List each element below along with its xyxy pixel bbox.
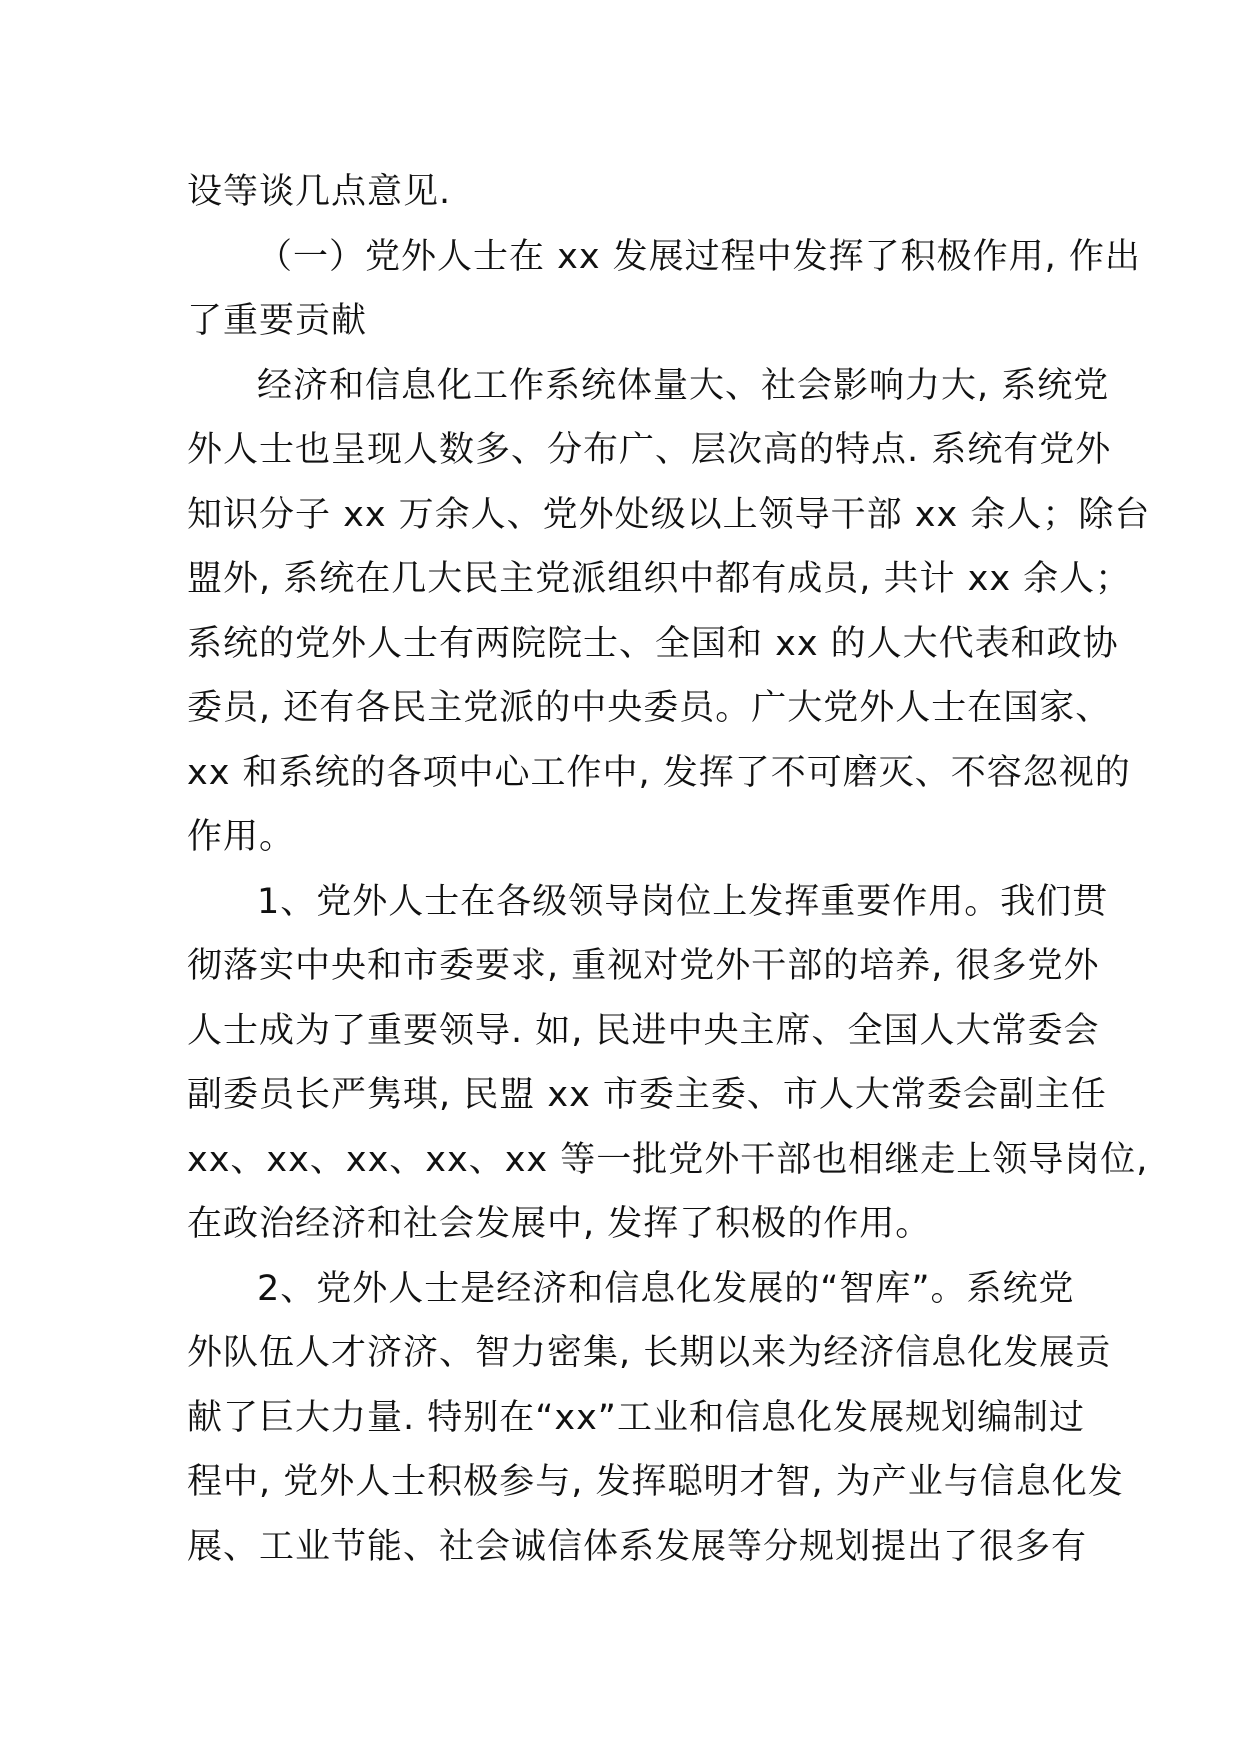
document-page bbox=[187, 160, 1151, 1579]
list-item-line: 1、党外人士在各级领导岗位上发挥重要作用。我们贯 bbox=[257, 881, 1109, 922]
paragraph-line: xx、xx、xx、xx、xx 等一批党外干部也相继走上领导岗位, bbox=[187, 1139, 1149, 1180]
paragraph-line: 彻落实中央和市委要求, 重视对党外干部的培养, 很多党外 bbox=[187, 946, 1100, 986]
paragraph-line: 程中, 党外人士积极参与, 发挥聪明才智, 为产业与信息化发 bbox=[187, 1462, 1124, 1502]
paragraph-line: 外队伍人才济济、智力密集, 长期以来为经济信息化发展贡 bbox=[187, 1333, 1112, 1373]
paragraph-line: 委员, 还有各民主党派的中央委员。广大党外人士在国家、 bbox=[187, 688, 1112, 728]
text-line: 设等谈几点意见. bbox=[187, 172, 452, 212]
paragraph-line: 献了巨大力量. 特别在“xx”工业和信息化发展规划编制过 bbox=[187, 1397, 1085, 1438]
paragraph-line: xx 和系统的各项中心工作中, 发挥了不可磨灭、不容忽视的 bbox=[187, 752, 1131, 793]
section-heading-line: （一）党外人士在 xx 发展过程中发挥了积极作用, 作出 bbox=[257, 236, 1141, 277]
paragraph-line: 系统的党外人士有两院院士、全国和 xx 的人大代表和政协 bbox=[187, 623, 1119, 664]
list-item-line: 2、党外人士是经济和信息化发展的“智库”。系统党 bbox=[257, 1268, 1075, 1309]
section-heading-line: 了重要贡献 bbox=[187, 301, 368, 341]
paragraph-line: 在政治经济和社会发展中, 发挥了积极的作用。 bbox=[187, 1204, 932, 1244]
paragraph-line: 作用。 bbox=[187, 817, 296, 857]
paragraph-line: 人士成为了重要领导. 如, 民进中央主席、全国人大常委会 bbox=[187, 1010, 1100, 1051]
paragraph-line: 副委员长严隽琪, 民盟 xx 市委主委、市人大常委会副主任 bbox=[187, 1075, 1107, 1115]
paragraph-line: 展、工业节能、社会诚信体系发展等分规划提出了很多有 bbox=[187, 1526, 1088, 1567]
paragraph-line: 知识分子 xx 万余人、党外处级以上领导干部 xx 余人；除台 bbox=[187, 494, 1151, 535]
paragraph-line: 经济和信息化工作系统体量大、社会影响力大, 系统党 bbox=[257, 365, 1110, 406]
paragraph-line: 盟外, 系统在几大民主党派组织中都有成员, 共计 xx 余人； bbox=[187, 559, 1132, 599]
paragraph-line: 外人士也呈现人数多、分布广、层次高的特点. 系统有党外 bbox=[187, 430, 1112, 470]
